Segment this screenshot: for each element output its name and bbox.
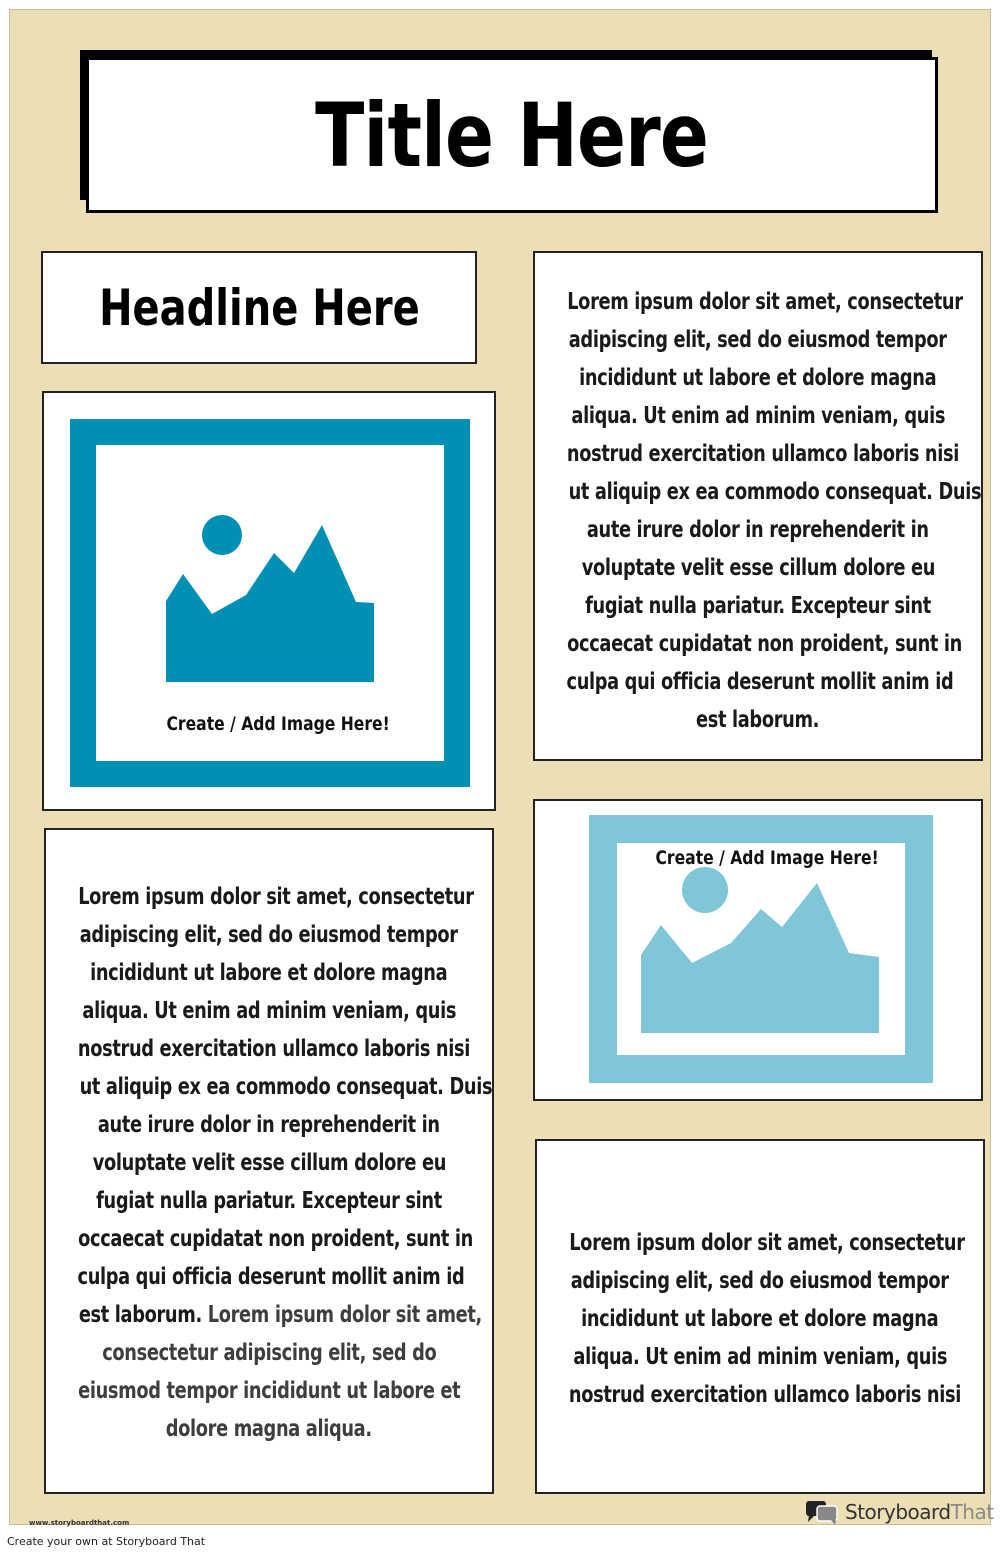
paragraph1-line: fugiat nulla pariatur. Excepteur sint bbox=[585, 593, 931, 619]
paragraph2-line: aliqua. Ut enim ad minim veniam, quis bbox=[82, 998, 456, 1024]
paragraph-box-3[interactable] bbox=[535, 1139, 985, 1494]
image-panel-2[interactable] bbox=[533, 799, 983, 1101]
paragraph1-line: Lorem ipsum dolor sit amet, consectetur bbox=[567, 289, 963, 315]
paragraph1-line: ut aliquip ex ea commodo consequat. Duis bbox=[568, 479, 982, 505]
paragraph2-tail-line: dolore magna aliqua. bbox=[166, 1416, 372, 1442]
title-text: Title Here bbox=[315, 83, 709, 187]
brand-part-1: Storyboard bbox=[845, 1500, 951, 1524]
image-frame-1 bbox=[70, 419, 470, 787]
paragraph2-line: ut aliquip ex ea commodo consequat. Duis bbox=[79, 1074, 493, 1100]
headline-box[interactable] bbox=[41, 251, 477, 364]
paragraph2-line: adipiscing elit, sed do eiusmod tempor bbox=[80, 922, 458, 948]
image-frame-2 bbox=[589, 815, 933, 1083]
paragraph-box-1[interactable] bbox=[533, 251, 983, 761]
paragraph2-line: fugiat nulla pariatur. Excepteur sint bbox=[96, 1188, 442, 1214]
paragraph2-line: nostrud exercitation ullamco laboris nisi bbox=[77, 1036, 471, 1062]
headline-text: Headline Here bbox=[98, 278, 420, 337]
paragraph2-tail-line: eiusmod tempor incididunt ut labore et bbox=[77, 1378, 461, 1404]
paragraph2-line: incididunt ut labore et dolore magna bbox=[90, 960, 448, 986]
paragraph3-line: incididunt ut labore et dolore magna bbox=[581, 1306, 939, 1332]
paragraph1-line: culpa qui officia deserunt mollit anim id bbox=[566, 669, 954, 695]
image-panel-1[interactable] bbox=[42, 391, 496, 811]
paragraph1-line: aliqua. Ut enim ad minim veniam, quis bbox=[571, 403, 945, 429]
paragraph2-mixed-a: est laborum. bbox=[78, 1302, 202, 1328]
storyboardthat-brand[interactable] bbox=[805, 1498, 994, 1526]
paragraph2-line: Lorem ipsum dolor sit amet, consectetur bbox=[78, 884, 474, 910]
image-placeholder-icon bbox=[617, 843, 905, 1055]
paragraph1-line: occaecat cupidatat non proident, sunt in bbox=[567, 631, 963, 657]
paragraph2-mixed-line bbox=[79, 1296, 482, 1334]
bottom-note[interactable]: Create your own at Storyboard That bbox=[7, 1535, 206, 1548]
paragraph2-line: voluptate velit esse cillum dolore eu bbox=[92, 1150, 446, 1176]
storyboardthat-logo-icon bbox=[805, 1499, 839, 1525]
paragraph3-line: Lorem ipsum dolor sit amet, consectetur bbox=[569, 1230, 965, 1256]
paragraph1-line: est laborum. bbox=[696, 707, 820, 733]
paragraph2-line: culpa qui officia deserunt mollit anim id bbox=[77, 1264, 465, 1290]
paragraph1-line: aute irure dolor in reprehenderit in bbox=[587, 517, 929, 543]
paragraph2-mixed-b: Lorem ipsum dolor sit amet, bbox=[201, 1302, 482, 1328]
paragraph1-line: adipiscing elit, sed do eiusmod tempor bbox=[569, 327, 947, 353]
poster-canvas bbox=[9, 9, 994, 1527]
paragraph2-line: aute irure dolor in reprehenderit in bbox=[98, 1112, 440, 1138]
image-caption-2: Create / Add Image Here! bbox=[655, 847, 879, 869]
paragraph2-tail-line: consectetur adipiscing elit, sed do bbox=[101, 1340, 437, 1366]
brand-part-2: That bbox=[950, 1500, 994, 1524]
paragraph3-line: aliqua. Ut enim ad minim veniam, quis bbox=[573, 1344, 947, 1370]
paragraph2-line: occaecat cupidatat non proident, sunt in bbox=[78, 1226, 474, 1252]
image-caption-1: Create / Add Image Here! bbox=[166, 713, 390, 735]
brand-name bbox=[845, 1500, 994, 1524]
title-box[interactable] bbox=[86, 57, 938, 213]
paragraph1-line: nostrud exercitation ullamco laboris nisi bbox=[566, 441, 960, 467]
footer-url: www.storyboardthat.com bbox=[29, 1519, 130, 1527]
paragraph3-line: nostrud exercitation ullamco laboris nisi bbox=[568, 1382, 962, 1408]
paragraph-box-2[interactable] bbox=[44, 828, 494, 1494]
paragraph3-line: adipiscing elit, sed do eiusmod tempor bbox=[571, 1268, 949, 1294]
paragraph1-line: incididunt ut labore et dolore magna bbox=[579, 365, 937, 391]
paragraph1-line: voluptate velit esse cillum dolore eu bbox=[581, 555, 935, 581]
